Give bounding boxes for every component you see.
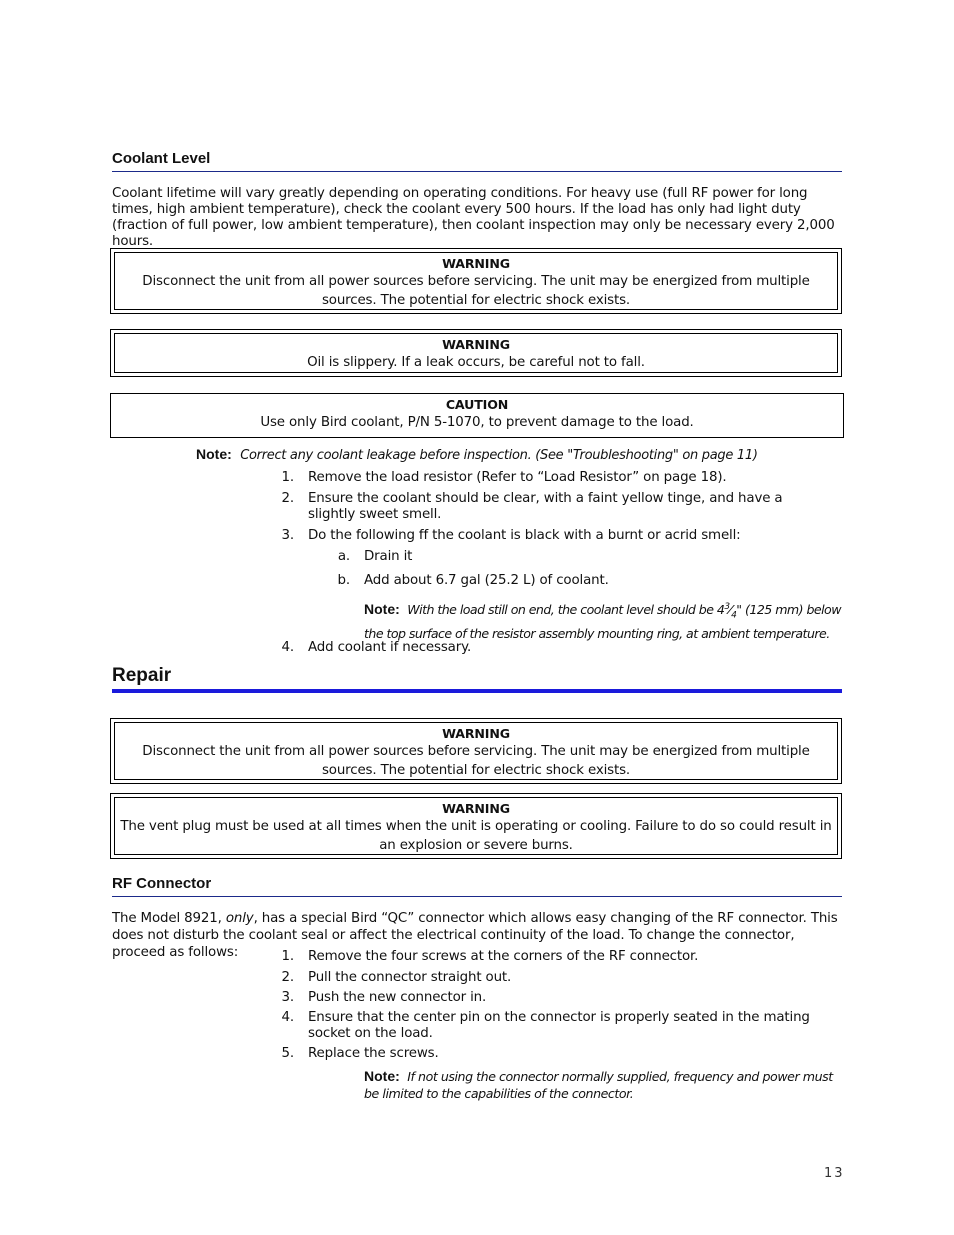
warning-box-vent-plug <box>110 793 842 859</box>
heading-rule <box>112 171 842 172</box>
caution-text: Use only Bird coolant, P/N 5-1070, to prevent damage to the load. <box>260 415 694 430</box>
page-number: 13 <box>824 1166 845 1181</box>
warning-title: WARNING <box>442 726 510 741</box>
list-item: 3. Push the new connector in. <box>281 990 487 1005</box>
section-heading-repair: Repair <box>112 665 172 686</box>
warning-title: WARNING <box>442 801 510 816</box>
note-label: Note: <box>364 1068 400 1084</box>
warning-text: Oil is slippery. If a leak occurs, be careful not to fall. <box>307 355 645 370</box>
note-text: Correct any coolant leakage before inspection. (See "Troubleshooting" on page 11) <box>240 448 758 463</box>
warning-text: The vent plug must be used at all times when the unit is operating or cooling. Failure to do so could result in an explosion or severe burns. <box>120 819 832 853</box>
note-label: Note: <box>364 601 400 618</box>
warning-title: WARNING <box>442 337 510 352</box>
list-item: 3. Do the following ff the coolant is black with a burnt or acrid smell: <box>281 528 741 543</box>
warning-title: WARNING <box>442 256 510 271</box>
caution-title: CAUTION <box>445 397 509 412</box>
warning-text: Disconnect the unit from all power sources before servicing. The unit may be energized from multiple sources. The potential for electric shock exists. <box>142 274 810 308</box>
warning-text: Disconnect the unit from all power sources before servicing. The unit may be energized from multiple sources. The potential for electric shock exists. <box>142 744 810 778</box>
list-item: 5. Replace the screws. <box>281 1046 439 1061</box>
warning-box-power <box>110 718 842 784</box>
caution-box <box>110 393 844 438</box>
list-item: a. Drain it <box>337 549 413 564</box>
list-item: 1. Remove the load resistor (Refer to “Load Resistor” on page 18). <box>281 470 727 485</box>
warning-box-power <box>110 248 842 314</box>
list-item: 2. Pull the connector straight out. <box>281 970 512 985</box>
section-heading-coolant-level: Coolant Level <box>112 150 211 167</box>
note-coolant-level <box>364 598 846 643</box>
list-item: 4. Add coolant if necessary. <box>281 640 472 655</box>
note-text: With the load still on end, the coolant level should be $4^3⁄_4$" (125 mm) below the top surface of the resistor assembly mounting ring, at ambient temperature. <box>364 602 841 641</box>
warning-box-oil <box>110 329 842 377</box>
section-heading-rf-connector: RF Connector <box>112 875 212 892</box>
note-connector-limits <box>364 1068 846 1102</box>
list-item: 2. Ensure the coolant should be clear, with a faint yellow tinge, and have a slightly sweet smell. <box>281 491 783 522</box>
list-item: b. Add about 6.7 gal (25.2 L) of coolant. <box>337 573 609 588</box>
heading-rule <box>112 689 842 693</box>
heading-rule <box>112 896 842 897</box>
note-label: Note: <box>196 446 232 462</box>
note-leakage <box>196 446 846 464</box>
list-item: 4. Ensure that the center pin on the connector is properly seated in the mating socket on the load. <box>281 1010 810 1041</box>
note-text: If not using the connector normally supplied, frequency and power must be limited to the capabilities of the connector. <box>364 1069 833 1101</box>
rf-connector-paragraph: The Model 8921, only, has a special Bird “QC” connector which allows easy changing of the RF connector. This does not disturb the coolant seal or affect the electrical continuity of the load. To change the connector, proceed as follows: <box>112 911 838 960</box>
list-item: 1. Remove the four screws at the corners of the RF connector. <box>281 949 699 964</box>
coolant-paragraph: Coolant lifetime will vary greatly depending on operating conditions. For heavy use (full RF power for long times, high ambient temperature), check the coolant every 500 hours. If the load has only had light duty (fraction of full power, low ambient temperature), then coolant inspection may only be necessary every 2,000 hours. <box>112 186 835 249</box>
